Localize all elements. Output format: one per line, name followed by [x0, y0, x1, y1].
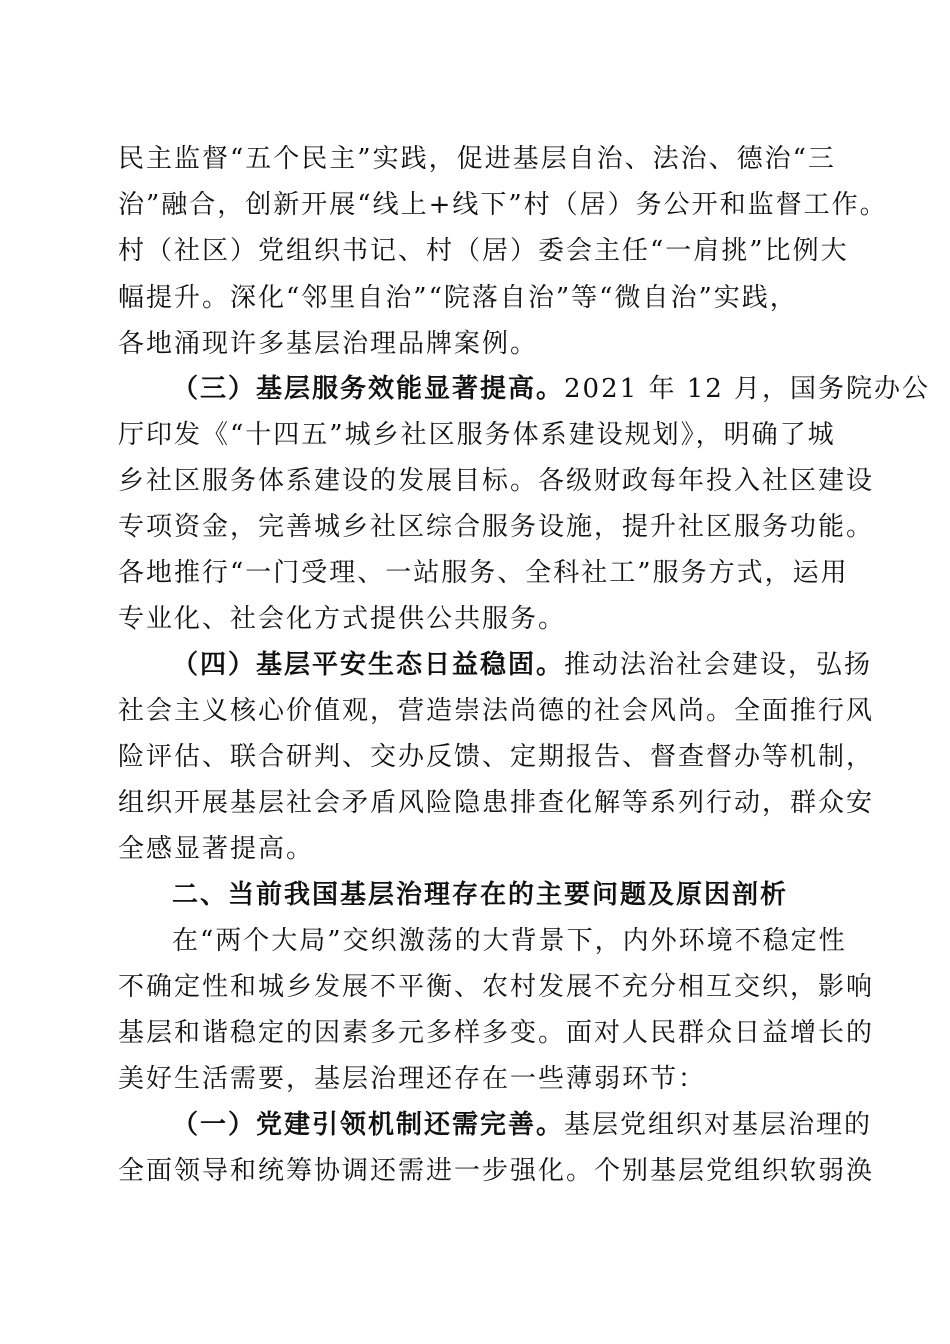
text-line: 各地推行“一门受理、一站服务、全科社工”服务方式，运用 — [118, 558, 849, 588]
chapter-heading-two: 二、当前我国基层治理存在的主要问题及原因剖析 — [172, 880, 789, 910]
text-line: 村（社区）党组织书记、村（居）委会主任“一肩挑”比例大 — [118, 236, 849, 266]
text-line: 2021 年 12 月，国务院办公 — [564, 374, 931, 404]
section-heading-one: （一）党建引领机制还需完善。 — [172, 1110, 565, 1140]
text-line: 社会主义核心价值观，营造崇法尚德的社会风尚。全面推行风 — [118, 696, 875, 726]
text-line: 基层党组织对基层治理的 — [564, 1110, 873, 1140]
text-line: 乡社区服务体系建设的发展目标。各级财政每年投入社区建设 — [118, 466, 875, 496]
text-line: 险评估、联合研判、交办反馈、定期报告、督查督办等机制， — [118, 742, 875, 772]
text-line: 民主监督“五个民主”实践，促进基层自治、法治、德治“三 — [118, 144, 836, 174]
text-line: 专项资金，完善城乡社区综合服务设施，提升社区服务功能。 — [118, 512, 875, 542]
section-heading-four: （四）基层平安生态日益稳固。 — [172, 650, 565, 680]
text-line: 各地涌现许多基层治理品牌案例。 — [118, 329, 539, 359]
text-line: 幅提升。深化“邻里自治”“院落自治”等“微自治”实践， — [118, 283, 798, 313]
text-line: 推动法治社会建设，弘扬 — [564, 650, 873, 680]
section-paragraph-four — [172, 645, 873, 685]
text-line: 治”融合，创新开展“线上+线下”村（居）务公开和监督工作。 — [118, 190, 888, 220]
text-line: 全面领导和统筹协调还需进一步强化。个别基层党组织软弱涣 — [118, 1156, 875, 1186]
text-line: 全感显著提高。 — [118, 834, 315, 864]
text-line: 基层和谐稳定的因素多元多样多变。面对人民群众日益增长的 — [118, 1018, 875, 1048]
section-paragraph-three — [172, 369, 931, 409]
text-line: 组织开展基层社会矛盾风险隐患排查化解等系列行动，群众安 — [118, 788, 875, 818]
text-line: 美好生活需要，基层治理还存在一些薄弱环节： — [118, 1064, 707, 1094]
section-paragraph-one — [172, 1105, 873, 1145]
text-line: 不确定性和城乡发展不平衡、农村发展不充分相互交织，影响 — [118, 972, 875, 1002]
section-heading-three: （三）基层服务效能显著提高。 — [172, 374, 565, 404]
text-line: 厅印发《“十四五”城乡社区服务体系建设规划》，明确了城 — [118, 420, 836, 450]
text-line: 专业化、社会化方式提供公共服务。 — [118, 604, 567, 634]
text-line: 在“两个大局”交织激荡的大背景下，内外环境不稳定性 — [172, 926, 847, 956]
